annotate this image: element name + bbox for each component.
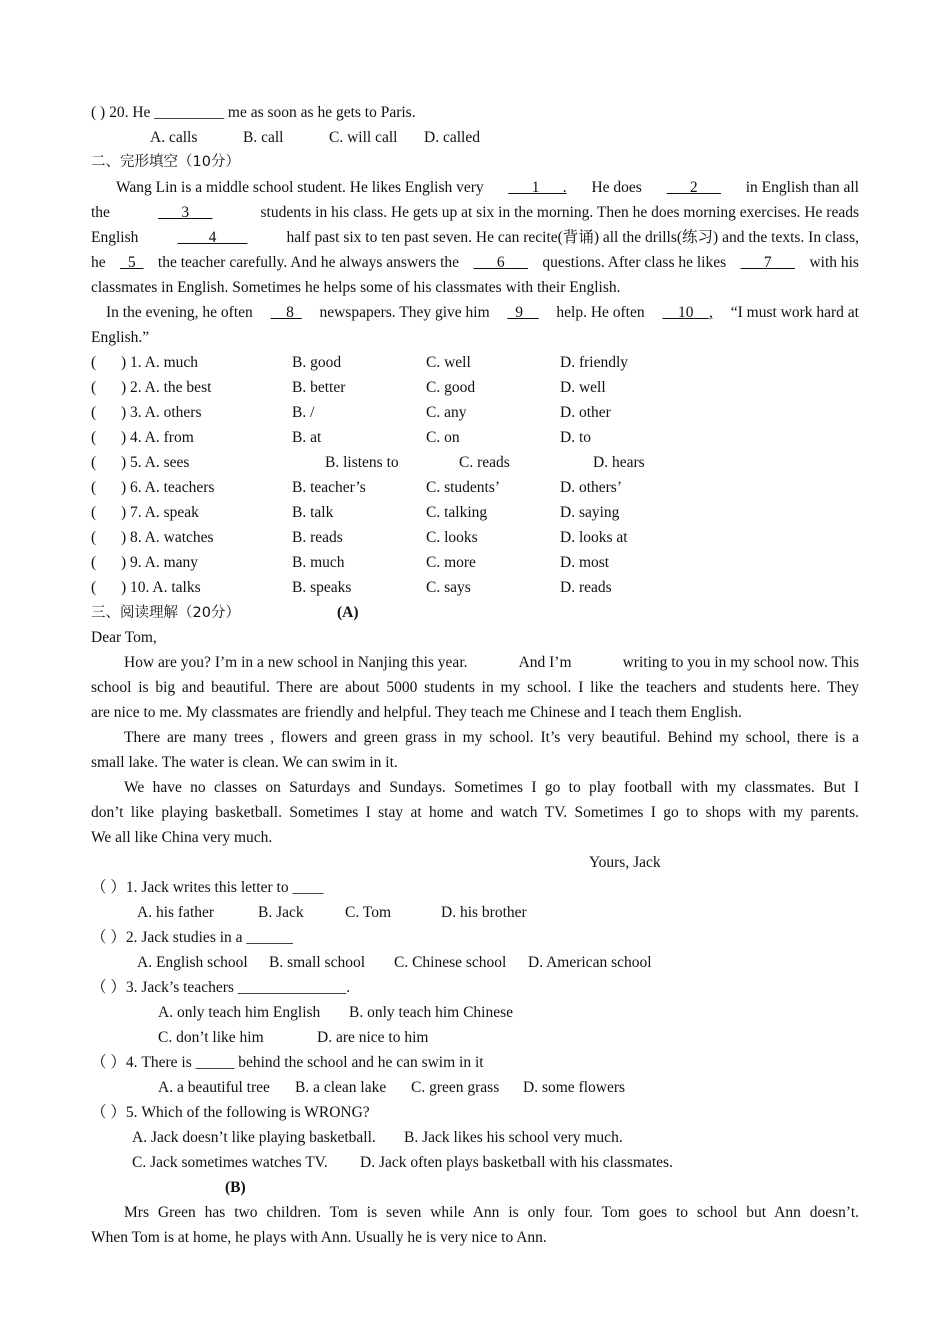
cloze-blank-8: __8_	[270, 304, 302, 321]
cloze-question-row	[91, 500, 859, 525]
reading-q1-options	[91, 900, 859, 925]
reading-q4-option-a: A. a beautiful tree	[158, 1079, 270, 1096]
cloze-question-row	[91, 350, 859, 375]
cloze-text: with his	[809, 254, 859, 271]
cloze-question-option-d: D. others’	[560, 479, 622, 496]
cloze-question-option-a: ) 6. A. teachers	[121, 479, 215, 496]
cloze-text: Wang Lin is a middle school student. He likes English very	[116, 179, 484, 196]
cloze-answer-paren[interactable]: (	[91, 379, 97, 396]
reading-q1-option-b: B. Jack	[258, 904, 304, 921]
worksheet-page	[91, 100, 859, 1250]
cloze-blank-7: ___7___	[740, 254, 795, 271]
letter-p2-line-2: small lake. The water is clean. We can swim in it.	[91, 754, 398, 771]
cloze-answer-paren[interactable]: (	[91, 579, 97, 596]
cloze-question-option-d: D. saying	[560, 504, 620, 521]
cloze-text: He does	[591, 179, 642, 196]
letter-text: writing to you in my school now. This	[622, 654, 859, 671]
cloze-text: the teacher carefully. And he always answers the	[157, 254, 460, 271]
reading-q2-option-c: C. Chinese school	[394, 954, 507, 971]
cloze-answer-paren[interactable]: (	[91, 404, 97, 421]
cloze-question-option-c: C. talking	[426, 504, 488, 521]
cloze-question-option-b: B. /	[292, 404, 315, 421]
part-b-label: (B)	[225, 1179, 246, 1196]
cloze-blank-3: ___3___	[158, 204, 213, 221]
cloze-blank-1: ___1___.	[508, 179, 567, 196]
reading-q3-options-ab	[91, 1000, 859, 1025]
q20-stem-text: ( ) 20. He _________ me as soon as he gets to Paris.	[91, 104, 416, 121]
q20-option-b: B. call	[243, 129, 284, 146]
cloze-text: “I must work hard at	[730, 304, 859, 321]
cloze-question-option-c: C. good	[426, 379, 476, 396]
reading-q4-option-d: D. some flowers	[523, 1079, 626, 1096]
cloze-question-row	[91, 400, 859, 425]
reading-q3-options-cd	[91, 1025, 859, 1050]
reading-q5-option-c: C. Jack sometimes watches TV.	[132, 1154, 328, 1171]
cloze-question-option-a: ) 3. A. others	[121, 404, 202, 421]
cloze-answer-paren[interactable]: (	[91, 454, 97, 471]
reading-q1-option-a: A. his father	[137, 904, 215, 921]
reading-q4-options	[91, 1075, 859, 1100]
cloze-question-option-d: D. other	[560, 404, 611, 421]
reading-q4-stem: （ ）4. There is _____ behind the school and he can swim in it	[91, 1054, 484, 1071]
letter-p2-line-1: There are many trees , flowers and green grass in my school. It’s very beautiful. Behind my school, there is a	[124, 729, 859, 746]
q20-option-a: A. calls	[150, 129, 198, 146]
cloze-blank-4: ____4____	[177, 229, 248, 246]
reading-q3-option-d: D. are nice to him	[317, 1029, 429, 1046]
cloze-question-option-c: C. on	[426, 429, 460, 446]
reading-q1-stem: （ ）1. Jack writes this letter to ____	[91, 879, 324, 896]
cloze-question-row	[91, 375, 859, 400]
cloze-text: newspapers. They give him	[319, 304, 490, 321]
reading-q3-option-a: A. only teach him English	[158, 1004, 321, 1021]
reading-q2-options	[91, 950, 859, 975]
cloze-question-option-c: C. well	[426, 354, 471, 371]
section2-heading: 二、完形填空（10分）	[91, 154, 240, 170]
cloze-question-option-b: B. at	[292, 429, 322, 446]
cloze-text: he	[91, 254, 106, 271]
cloze-question-option-c: C. more	[426, 554, 476, 571]
cloze-blank-6: ___6___	[473, 254, 528, 271]
cloze-question-option-c: C. any	[426, 404, 467, 421]
reading-q5-options-cd	[91, 1150, 859, 1175]
q20-option-d: D. called	[424, 129, 480, 146]
cloze-question-option-c: C. says	[426, 579, 471, 596]
cloze-answer-paren[interactable]: (	[91, 479, 97, 496]
reading-q5-option-a: A. Jack doesn’t like playing basketball.	[132, 1129, 376, 1146]
cloze-text: help. He often	[556, 304, 645, 321]
cloze-question-row	[91, 575, 859, 600]
reading-q3-option-c: C. don’t like him	[158, 1029, 264, 1046]
cloze-question-option-a: ) 2. A. the best	[121, 379, 212, 396]
cloze-blank-10: __10__,	[662, 304, 713, 321]
letter-p1-line-2: school is big and beautiful. There are about 5000 students in my school. I like the teachers and students here. They	[91, 679, 859, 696]
cloze-line-5: classmates in English. Sometimes he helps some of his classmates with their English.	[91, 279, 621, 296]
cloze-question-option-b: B. reads	[292, 529, 343, 546]
cloze-question-option-b: B. listens to	[325, 454, 399, 471]
part-b-line-1: Mrs Green has two children. Tom is seven while Ann is only four. Tom goes to school but Ann doesn’t.	[124, 1204, 859, 1221]
cloze-answer-paren[interactable]: (	[91, 529, 97, 546]
cloze-question-option-a: ) 4. A. from	[121, 429, 194, 446]
reading-q2-option-a: A. English school	[137, 954, 248, 971]
reading-q2-option-d: D. American school	[528, 954, 652, 971]
cloze-question-row	[91, 450, 859, 475]
reading-q5-option-b: B. Jack likes his school very much.	[404, 1129, 623, 1146]
cloze-question-option-b: B. better	[292, 379, 346, 396]
cloze-question-option-d: D. hears	[593, 454, 645, 471]
cloze-text: the	[91, 204, 110, 221]
cloze-line-2	[91, 200, 859, 225]
cloze-text: questions. After class he likes	[542, 254, 727, 271]
letter-text: How are you? I’m in a new school in Nanjing this year.	[124, 654, 468, 671]
reading-q5-stem: （ ）5. Which of the following is WRONG?	[91, 1104, 370, 1121]
reading-q4-option-c: C. green grass	[411, 1079, 500, 1096]
cloze-text: in English than all	[745, 179, 859, 196]
letter-p1-line-3: are nice to me. My classmates are friendly and helpful. They teach me Chinese and I teach them English.	[91, 704, 742, 721]
cloze-question-option-a: ) 5. A. sees	[121, 454, 190, 471]
cloze-line-4	[91, 250, 859, 275]
part-a-label: (A)	[337, 604, 359, 621]
cloze-question-option-b: B. talk	[292, 504, 334, 521]
letter-p1-line-1	[91, 650, 859, 675]
cloze-line-7: English.”	[91, 329, 150, 346]
reading-q5-options-ab	[91, 1125, 859, 1150]
reading-q3-stem: （ ）3. Jack’s teachers ______________.	[91, 979, 351, 996]
reading-q5-option-d: D. Jack often plays basketball with his classmates.	[360, 1154, 673, 1171]
letter-p3-line-1: We have no classes on Saturdays and Sundays. Sometimes I go to play football with my classmates. But I	[124, 779, 859, 796]
reading-q3-option-b: B. only teach him Chinese	[349, 1004, 514, 1021]
cloze-question-option-c: C. looks	[426, 529, 478, 546]
cloze-question-option-a: ) 9. A. many	[121, 554, 199, 571]
cloze-question-row	[91, 425, 859, 450]
cloze-question-option-d: D. to	[560, 429, 591, 446]
cloze-question-option-a: ) 10. A. talks	[121, 579, 201, 596]
cloze-question-option-b: B. good	[292, 354, 342, 371]
cloze-question-option-a: ) 8. A. watches	[121, 529, 214, 546]
reading-q1-option-c: C. Tom	[345, 904, 392, 921]
reading-q1-option-d: D. his brother	[441, 904, 527, 921]
cloze-question-option-d: D. well	[560, 379, 606, 396]
reading-q2-stem: （ ）2. Jack studies in a ______	[91, 929, 293, 946]
part-b-line-2: When Tom is at home, he plays with Ann. Usually he is very nice to Ann.	[91, 1229, 547, 1246]
cloze-line-3	[91, 225, 859, 250]
cloze-question-option-b: B. speaks	[292, 579, 352, 596]
letter-p3-line-2: don’t like playing basketball. Sometimes I stay at home and watch TV. Sometimes I go to shops with my parents.	[91, 804, 859, 821]
cloze-answer-paren[interactable]: (	[91, 504, 97, 521]
q20-stem	[91, 100, 859, 125]
cloze-question-option-a: ) 1. A. much	[121, 354, 199, 371]
cloze-question-option-b: B. much	[292, 554, 345, 571]
letter-p3-line-3: We all like China very much.	[91, 829, 273, 846]
cloze-text: students in his class. He gets up at six in the morning. Then he does morning exercises. He reads	[260, 204, 859, 221]
section3-heading: 三、阅读理解（20分）	[91, 605, 240, 621]
cloze-line-6	[91, 300, 859, 325]
cloze-text: half past six to ten past seven. He can recite(背诵) all the drills(练习) and the texts. In class,	[286, 229, 859, 246]
cloze-question-row	[91, 525, 859, 550]
cloze-question-option-c: C. reads	[459, 454, 510, 471]
section3-heading-row	[91, 600, 859, 625]
cloze-question-option-a: ) 7. A. speak	[121, 504, 199, 521]
reading-q2-option-b: B. small school	[269, 954, 366, 971]
letter-salutation: Dear Tom,	[91, 629, 157, 646]
cloze-text: English	[91, 229, 139, 246]
cloze-text: In the evening, he often	[106, 304, 253, 321]
cloze-question-option-d: D. looks at	[560, 529, 628, 546]
cloze-blank-9: _9__	[507, 304, 539, 321]
cloze-questions	[91, 350, 859, 600]
cloze-answer-paren[interactable]: (	[91, 354, 97, 371]
cloze-blank-5: _5_	[120, 254, 144, 271]
cloze-line-1	[91, 175, 859, 200]
cloze-answer-paren[interactable]: (	[91, 554, 97, 571]
cloze-question-option-d: D. most	[560, 554, 610, 571]
cloze-question-option-d: D. reads	[560, 579, 612, 596]
cloze-question-option-c: C. students’	[426, 479, 501, 496]
letter-text: And I’m	[518, 654, 572, 671]
cloze-question-row	[91, 550, 859, 575]
cloze-question-option-d: D. friendly	[560, 354, 629, 371]
cloze-question-option-b: B. teacher’s	[292, 479, 366, 496]
cloze-answer-paren[interactable]: (	[91, 429, 97, 446]
q20-options	[91, 125, 859, 150]
reading-q4-option-b: B. a clean lake	[295, 1079, 387, 1096]
cloze-blank-2: ___2___	[666, 179, 721, 196]
cloze-question-row	[91, 475, 859, 500]
letter-signature: Yours, Jack	[589, 854, 661, 871]
q20-option-c: C. will call	[329, 129, 398, 146]
